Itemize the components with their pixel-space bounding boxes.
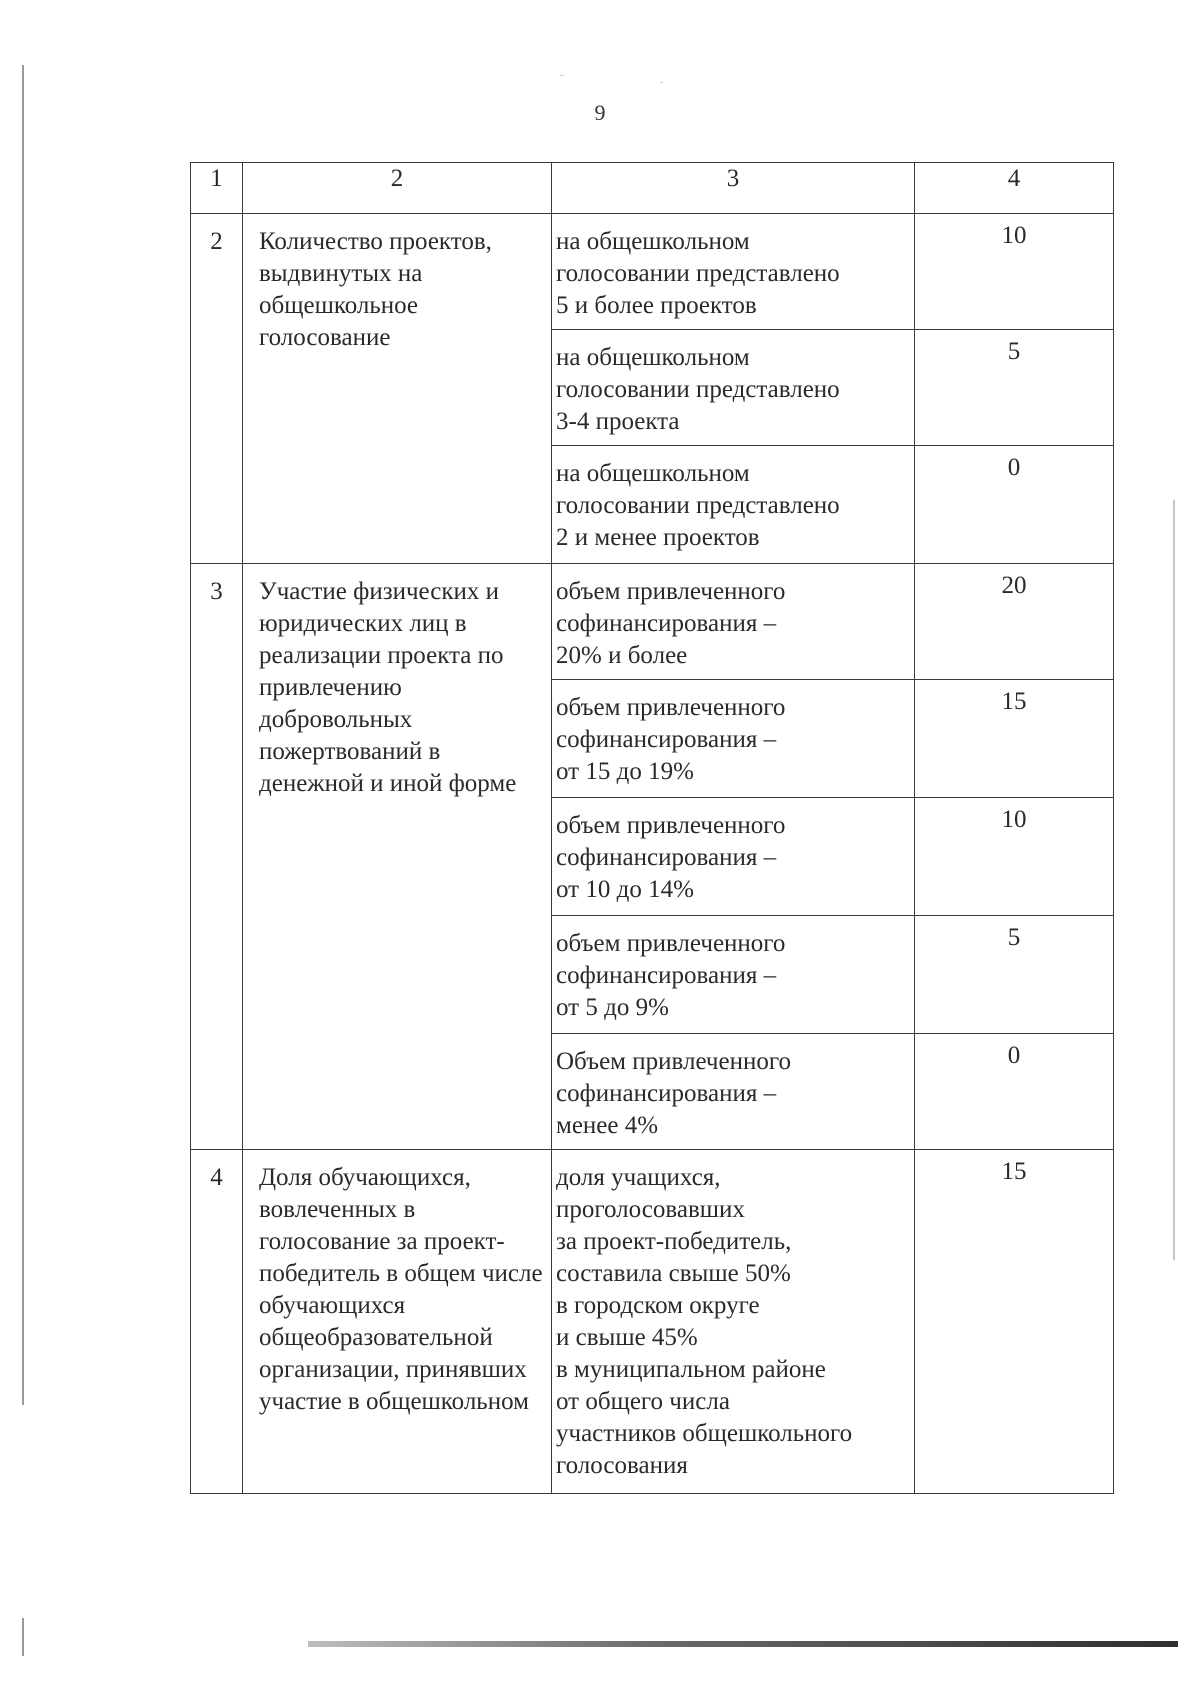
condition-text: доля учащихся, проголосовавших за проект-победитель, составила свыше 50% в городском округе и свыше 45% в муниципальном районе от общего числа участников общешкольного голосования xyxy=(552,1150,915,1494)
criterion-text: Количество проектов, выдвинутых на общешкольное голосование xyxy=(243,214,552,564)
table-row xyxy=(191,564,1114,680)
scan-edge-mark xyxy=(22,65,24,1405)
score-value: 15 xyxy=(915,1150,1114,1494)
condition-text: объем привлеченного софинансирования – от 15 до 19% xyxy=(552,680,915,798)
column-header: 1 xyxy=(191,163,243,214)
criterion-text: Участие физических и юридических лиц в реализации проекта по привлечению добровольных пожертвований в денежной и иной форме xyxy=(243,564,552,1150)
condition-text: на общешкольном голосовании представлено 5 и более проектов xyxy=(552,214,915,330)
page-number: 9 xyxy=(594,100,606,125)
table-row xyxy=(191,214,1114,330)
table-row xyxy=(191,1150,1114,1494)
score-value: 15 xyxy=(915,680,1114,798)
condition-text: Объем привлеченного софинансирования – менее 4% xyxy=(552,1034,915,1150)
criterion-number: 2 xyxy=(191,214,243,564)
condition-text: на общешкольном голосовании представлено 2 и менее проектов xyxy=(552,446,915,564)
condition-text: на общешкольном голосовании представлено 3-4 проекта xyxy=(552,330,915,446)
condition-text: объем привлеченного софинансирования – от 5 до 9% xyxy=(552,916,915,1034)
score-value: 10 xyxy=(915,214,1114,330)
score-value: 5 xyxy=(915,916,1114,1034)
criterion-text: Доля обучающихся, вовлеченных в голосование за проект-победитель в общем числе обучающихся общеобразовательной организации, принявших участие в общешкольном xyxy=(243,1150,552,1494)
score-value: 0 xyxy=(915,1034,1114,1150)
criterion-number: 3 xyxy=(191,564,243,1150)
scan-speck xyxy=(560,75,564,76)
score-value: 10 xyxy=(915,798,1114,916)
score-value: 5 xyxy=(915,330,1114,446)
condition-text: объем привлеченного софинансирования – 20% и более xyxy=(552,564,915,680)
scan-edge-mark xyxy=(1173,500,1175,1260)
column-header: 3 xyxy=(552,163,915,214)
score-value: 0 xyxy=(915,446,1114,564)
criterion-number: 4 xyxy=(191,1150,243,1494)
criteria-table xyxy=(190,162,1114,1494)
score-value: 20 xyxy=(915,564,1114,680)
scan-bottom-bar xyxy=(308,1641,1178,1647)
table-header-row xyxy=(191,163,1114,214)
column-header: 2 xyxy=(243,163,552,214)
scan-speck xyxy=(660,82,663,83)
column-header: 4 xyxy=(915,163,1114,214)
scan-edge-mark xyxy=(22,1618,24,1656)
condition-text: объем привлеченного софинансирования – от 10 до 14% xyxy=(552,798,915,916)
